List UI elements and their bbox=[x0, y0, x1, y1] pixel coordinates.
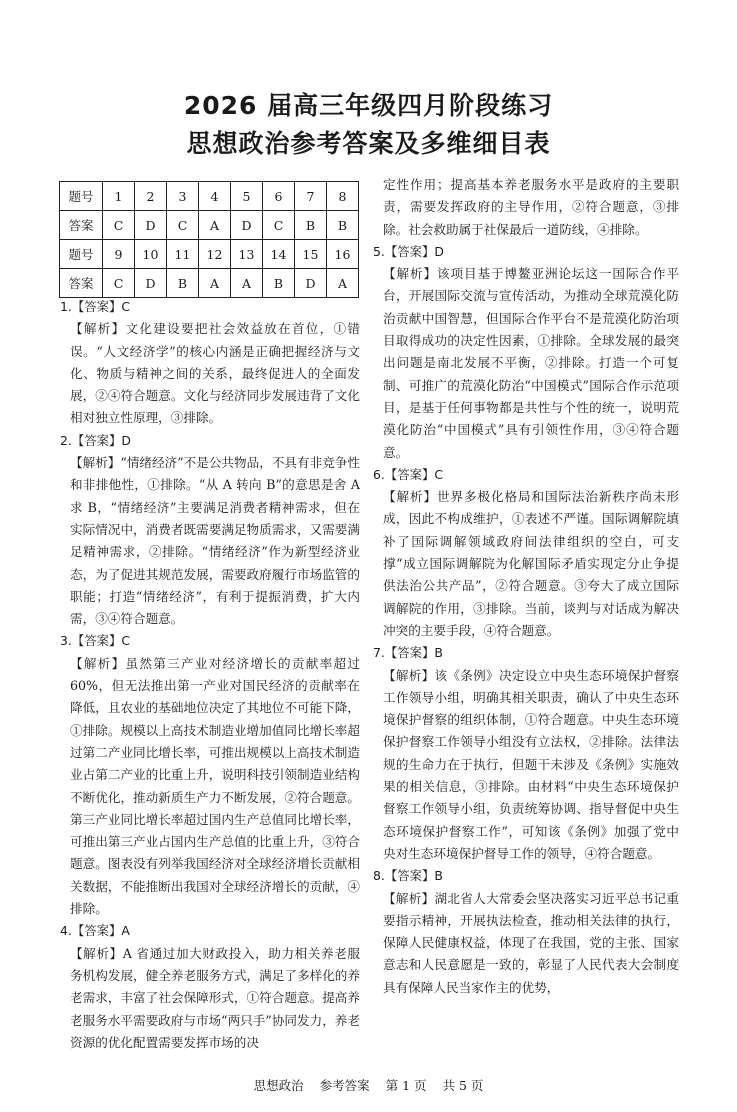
page-footer bbox=[0, 1076, 737, 1094]
table-cell: 15 bbox=[295, 240, 327, 269]
footer-doc: 参考答案 bbox=[319, 1078, 370, 1093]
table-cell: B bbox=[263, 269, 295, 298]
table-cell: 11 bbox=[167, 240, 199, 269]
answer-explanation: 【解析】A 省通过加大财政投入，助力相关养老服务机构发展，健全养老服务方式，满足了多样化的养老需求，丰富了社会保障形式，①符合题意。提高养老服务水平需要政府与市场“两只手”协同发力，养老资源的优化配置需要发挥市场的决 bbox=[70, 945, 360, 1050]
table-cell: D bbox=[231, 211, 263, 240]
footer-subject: 思想政治 bbox=[253, 1078, 304, 1093]
footer-page-number: 第 1 页 bbox=[385, 1078, 427, 1093]
table-cell: 14 bbox=[263, 240, 295, 269]
table-cell: 10 bbox=[135, 240, 167, 269]
table-cell: 12 bbox=[199, 240, 231, 269]
table-cell: 3 bbox=[167, 182, 199, 211]
table-cell: A bbox=[199, 211, 231, 240]
table-row bbox=[60, 182, 359, 211]
table-cell: A bbox=[199, 269, 231, 298]
answer-heading: 6.【答案】C bbox=[373, 466, 444, 482]
answer-heading: 5.【答案】D bbox=[373, 243, 444, 259]
row-label: 答案 bbox=[60, 211, 103, 240]
table-row bbox=[60, 240, 359, 269]
table-cell: C bbox=[103, 269, 135, 298]
table-cell: 9 bbox=[103, 240, 135, 269]
table-cell: 6 bbox=[263, 182, 295, 211]
answer-explanation: 【解析】该项目基于博鳌亚洲论坛这一国际合作平台，开展国际交流与宣传活动，为推动全球荒漠化防治贡献中国智慧，但国际合作平台不是荒漠化防治项目取得成功的决定性因素，①排除。全球发展的最突出问题是南北发展不平衡，②排除。打造一个可复制、可推广的荒漠化防治“中国模式”国际合作示范项目，是基于任何事物都是共性与个性的统一，说明荒漠化防治“中国模式”具有引领性作用，③④符合题意。 bbox=[383, 266, 679, 460]
right-column bbox=[373, 174, 679, 999]
answer-heading: 8.【答案】B bbox=[373, 868, 443, 884]
answer-explanation: 【解析】湖北省人大常委会坚决落实习近平总书记重要指示精神，开展执法检查，推动相关法律的执行，保障人民健康权益，体现了在我国，党的主张、国家意志和人民意愿是一致的，彰显了人民代表大会制度具有保障人民当家作主的优势， bbox=[383, 890, 679, 995]
table-row bbox=[60, 211, 359, 240]
left-column bbox=[60, 296, 360, 1054]
table-cell: C bbox=[103, 211, 135, 240]
row-label: 题号 bbox=[60, 240, 103, 269]
table-cell: 1 bbox=[103, 182, 135, 211]
table-cell: C bbox=[263, 211, 295, 240]
table-cell: 2 bbox=[135, 182, 167, 211]
row-label: 题号 bbox=[60, 182, 103, 211]
answer-explanation: 【解析】虽然第三产业对经济增长的贡献率超过 60%，但无法推出第一产业对国民经济的贡献率在降低，且农业的基础地位决定了其地位不可能下降，①排除。规模以上高技术制造业增加值同比增长率超过第二产业同比增长率，可推出规模以上高技术制造业占第二产业的比重上升，说明科技引领制造业结构不断优化，推动新质生产力不断发展，②符合题意。第三产业同比增长率超过国内生产总值同比增长率，可推出第三产业占国内生产总值的比重上升，③符合题意。图表没有列举我国经济对全球经济增长贡献相关数据，不能推断出我国对全球经济增长的贡献，④排除。 bbox=[70, 655, 360, 917]
answer-explanation: 【解析】该《条例》决定设立中央生态环境保护督察工作领导小组，明确其相关职责，确认了中央生态环境保护督察的组织体制，①符合题意。中央生态环境保护督察工作领导小组没有立法权，②排除。法律法规的生命力在于执行，但题干未涉及《条例》实施效果的相关信息，③排除。由材料“中央生态环境保护督察工作领导小组，负责统筹协调、指导督促中央生态环境保护督察工作”，可知该《条例》加强了党中央对生态环境保护督导工作的领导，④符合题意。 bbox=[383, 667, 679, 861]
table-cell: 8 bbox=[327, 182, 359, 211]
answer-heading: 1.【答案】C bbox=[60, 299, 131, 314]
table-cell: B bbox=[295, 211, 327, 240]
table-cell: A bbox=[231, 269, 263, 298]
answer-table bbox=[59, 181, 359, 298]
table-cell: 13 bbox=[231, 240, 263, 269]
table-cell: 4 bbox=[199, 182, 231, 211]
table-cell: B bbox=[327, 211, 359, 240]
table-row bbox=[60, 269, 359, 298]
answer-heading: 3.【答案】C bbox=[60, 633, 131, 649]
answer-explanation: 定性作用；提高基本养老服务水平是政府的主要职责，需要发挥政府的主导作用，②符合题意，③排除。社会救助属于社保最后一道防线，④排除。 bbox=[383, 177, 679, 237]
answer-explanation: 【解析】“情绪经济”不是公共物品，不具有非竞争性和非排他性，①排除。“从 A 转向 B”的意思是舍 A 求 B，“情绪经济”主要满足消费者精神需求，但在实际情况中，消费者既需要满足物质需求，又需要满足精神需求，②排除。“情绪经济”作为新型经济业态，为了促进其规范发展，需要政府履行市场监管的职能；打造“情绪经济”，有利于提振消费，扩大内需，③④符合题意。 bbox=[70, 455, 360, 627]
table-cell: 16 bbox=[327, 240, 359, 269]
table-cell: 7 bbox=[295, 182, 327, 211]
table-cell: C bbox=[167, 211, 199, 240]
table-cell: D bbox=[135, 211, 167, 240]
answer-heading: 4.【答案】A bbox=[60, 923, 130, 939]
answer-heading: 7.【答案】B bbox=[373, 645, 443, 661]
table-cell: 5 bbox=[231, 182, 263, 211]
table-cell: D bbox=[295, 269, 327, 298]
table-cell: B bbox=[167, 269, 199, 298]
answer-explanation: 【解析】世界多极化格局和国际法治新秩序尚未形成，因此不构成维护，①表述不严谨。国际调解院填补了国际调解领域政府间法律组织的空白，可支撑“成立国际调解院为化解国际矛盾实现定分止争提供法治公共产品”，②符合题意。③夸大了成立国际调解院的作用，③排除。当前，谈判与对话成为解决冲突的主要手段，④符合题意。 bbox=[383, 489, 679, 638]
answer-heading: 2.【答案】D bbox=[60, 432, 131, 448]
footer-total-pages: 共 5 页 bbox=[442, 1078, 484, 1093]
page-subtitle: 思想政治参考答案及多维细目表 bbox=[186, 129, 551, 158]
row-label: 答案 bbox=[60, 269, 103, 298]
table-cell: D bbox=[135, 269, 167, 298]
page-title: 2026 届高三年级四月阶段练习 bbox=[183, 91, 554, 120]
answer-explanation: 【解析】文化建设要把社会效益放在首位，①错误。“人文经济学”的核心内涵是正确把握经济与文化、物质与精神之间的关系，最终促进人的全面发展，②④符合题意。文化与经济同步发展违背了文化相对独立性原理，③排除。 bbox=[70, 321, 360, 426]
table-cell: A bbox=[327, 269, 359, 298]
